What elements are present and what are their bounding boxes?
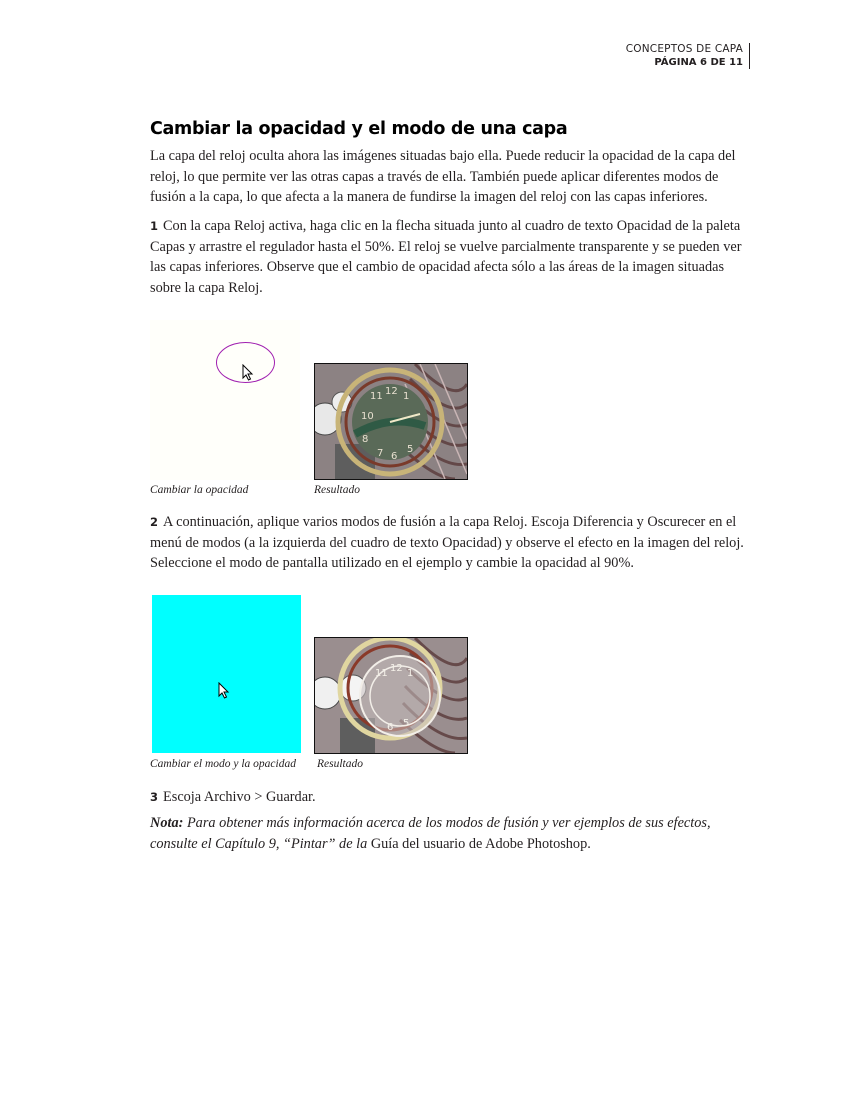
step-number: 1 [150,219,159,233]
intro-paragraph: La capa del reloj oculta ahora las imágenes situadas bajo ella. Puede reducir la opacidad de la capa del reloj, lo que permite ver las otras capas a través de ella. También puede aplicar diferentes modos de fusión a la capa, lo que afecta a la manera de fundirse la imagen del reloj con las capas inferiores. [150,148,736,206]
header-section: CONCEPTOS DE CAPA [625,43,743,55]
svg-text:7: 7 [377,448,384,459]
svg-text:11: 11 [370,391,383,402]
svg-text:10: 10 [361,411,374,422]
step-text: Escoja Archivo > Guardar. [163,789,316,805]
note-paragraph [150,813,754,854]
note-plain-text: Guía del usuario de Adobe Photoshop. [370,835,591,852]
step-number: 3 [150,790,159,804]
note-italic-text: Para obtener más información acerca de los modos de fusión y ver ejemplos de sus efectos, consulte el Capítulo 9, “Pintar” de la [150,815,711,852]
svg-text:6: 6 [387,722,394,733]
clock-result-image-2 [314,637,468,754]
note-label: Nota: [150,815,184,831]
svg-text:5: 5 [403,718,410,729]
clock-result-image-1 [314,363,468,480]
step-1 [150,216,754,299]
header-page-number: PÁGINA 6 DE 11 [654,57,743,68]
svg-text:1: 1 [407,668,414,679]
cursor-arrow-icon [218,682,230,700]
figure-2-left-caption: Cambiar el modo y la opacidad [150,758,296,770]
svg-text:12: 12 [390,663,403,674]
step-2 [150,512,754,574]
running-header [626,43,750,69]
mode-panel-image [152,595,301,753]
opacity-panel-image [150,320,300,480]
svg-text:8: 8 [362,434,369,445]
step-text: Con la capa Reloj activa, haga clic en la flecha situada junto al cuadro de texto Opacidad de la paleta Capas y arrastre el regulador hasta el 50%. El reloj se vuelve parcialmente transparente y se pueden ver las capas inferiores. Observe que el cambio de opacidad afecta sólo a las áreas de la imagen situadas sobre la capa Reloj. [150,218,742,297]
step-text: A continuación, aplique varios modos de fusión a la capa Reloj. Escoja Diferencia y Oscurecer en el menú de modos (a la izquierda del cuadro de texto Opacidad) y observe el efecto en la imagen del reloj. Seleccione el modo de pantalla utilizado en el ejemplo y cambie la opacidad al 90%. [150,514,744,572]
svg-text:11: 11 [375,668,388,679]
step-3 [150,787,754,808]
svg-text:12: 12 [385,386,398,397]
figure-2-right-caption: Resultado [317,758,363,770]
svg-text:5: 5 [407,444,414,455]
svg-text:6: 6 [391,451,398,462]
step-number: 2 [150,515,159,529]
cursor-arrow-icon [242,364,254,382]
figure-1-right-caption: Resultado [314,484,360,496]
svg-text:1: 1 [403,391,410,402]
figure-1-left-caption: Cambiar la opacidad [150,484,249,496]
section-title: Cambiar la opacidad y el modo de una capa [150,119,568,139]
